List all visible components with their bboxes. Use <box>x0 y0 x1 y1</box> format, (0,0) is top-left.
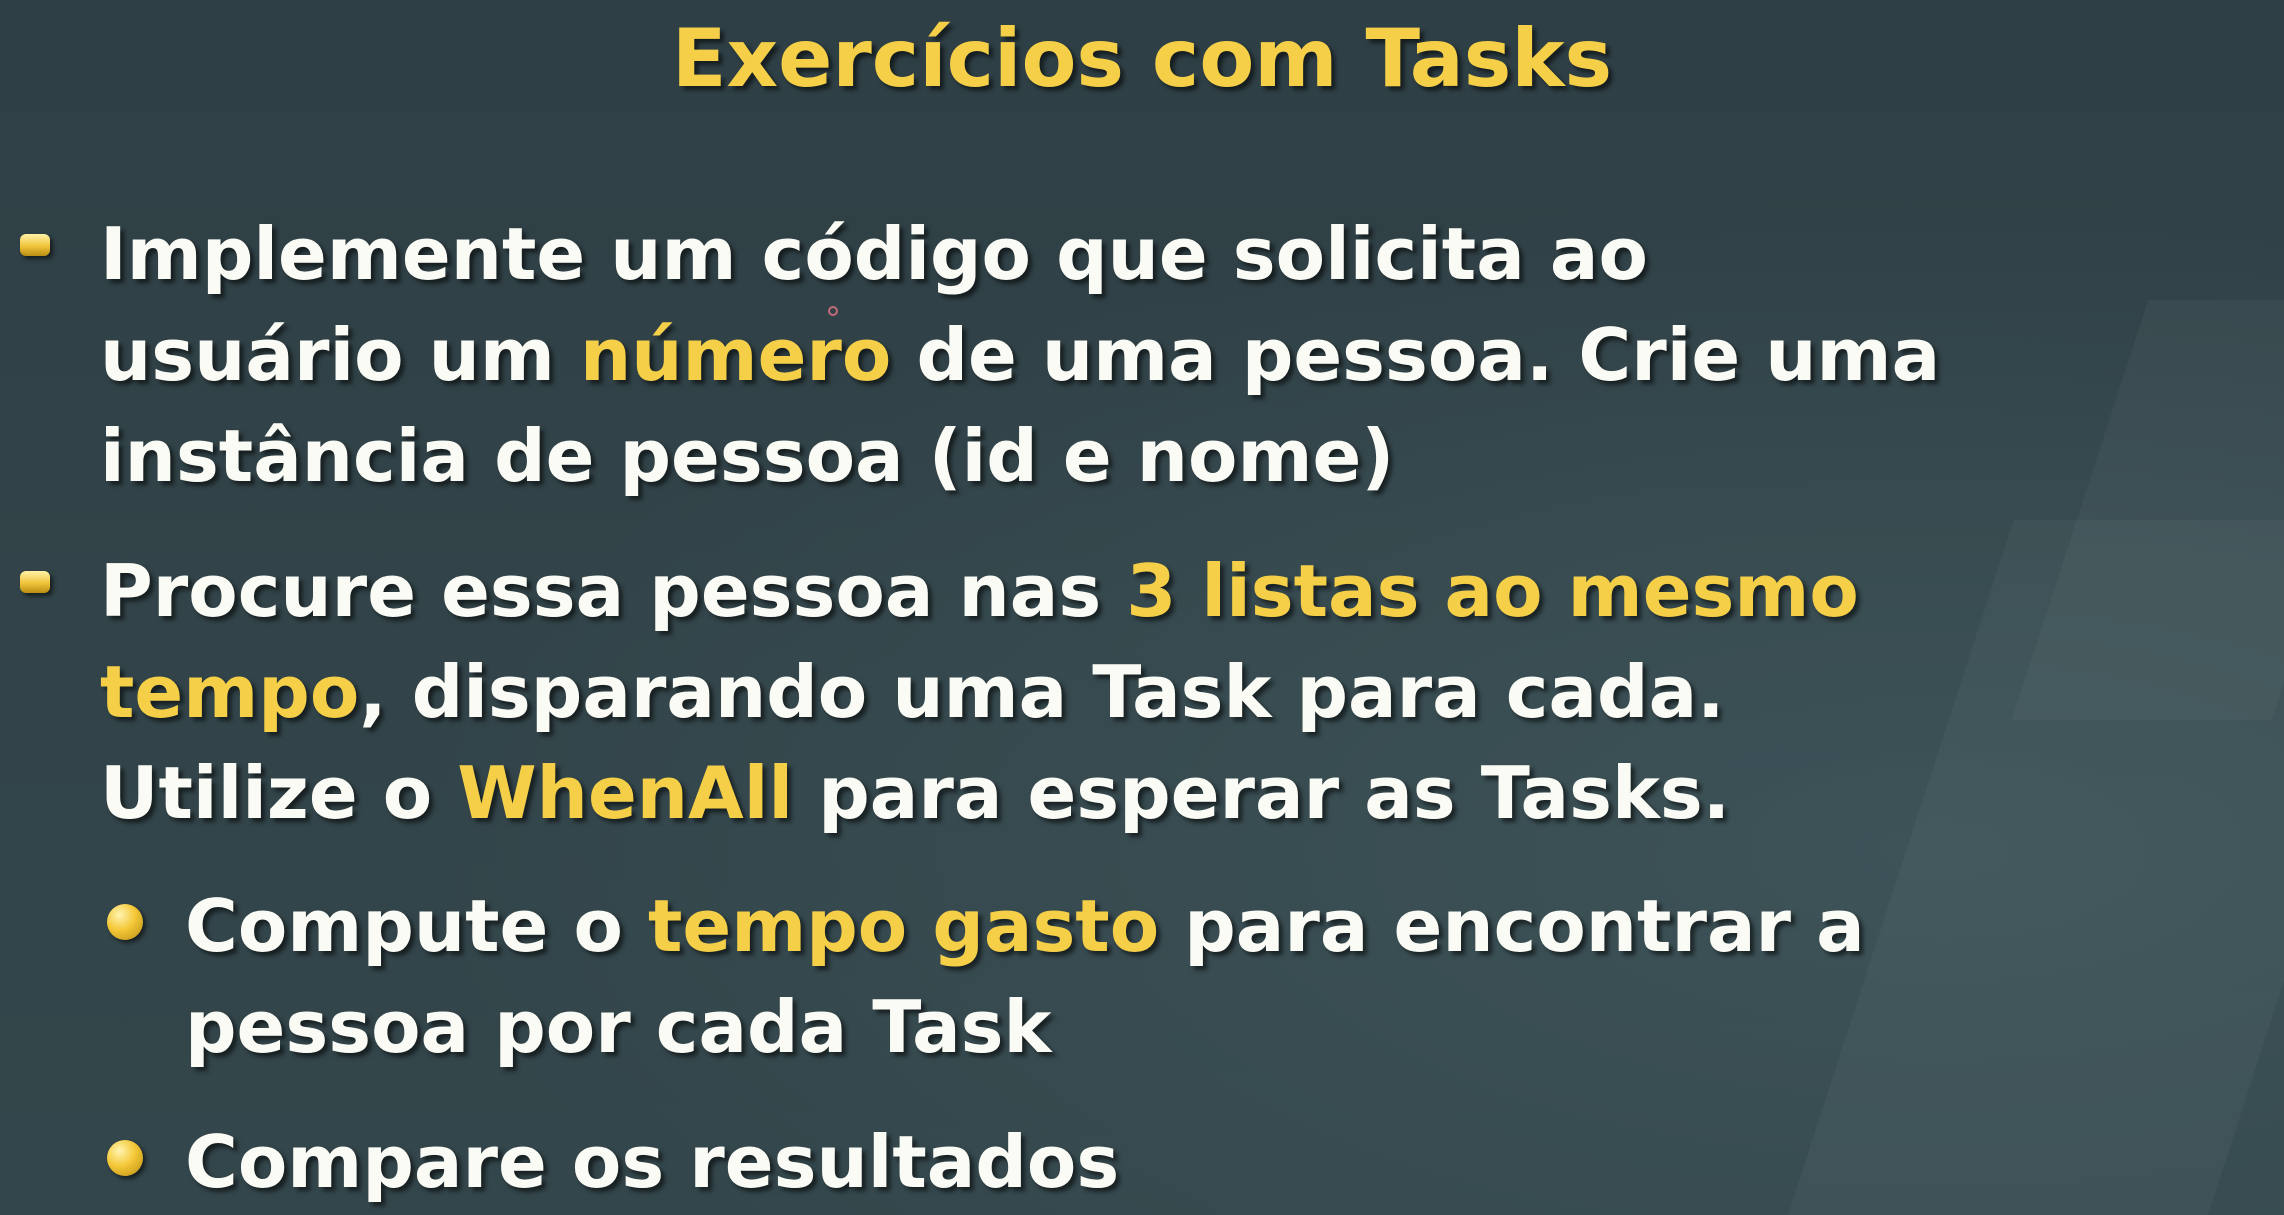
bullet-text: usuário um <box>100 313 581 397</box>
sub-bullet-1-line-1 <box>185 876 1865 977</box>
highlighted-text: 3 listas ao mesmo <box>1126 549 1859 633</box>
bullet-text: instância de pessoa (id e nome) <box>100 414 1395 498</box>
bullet-text: , disparando uma Task para cada. <box>359 650 1725 734</box>
round-bullet-icon <box>107 1140 143 1176</box>
square-bullet-icon <box>20 234 50 256</box>
bullet-text: Implemente um código que solicita ao <box>100 212 1648 296</box>
sub-bullet-item-1 <box>185 876 1865 1078</box>
bullet-2-line-1 <box>100 541 1859 642</box>
bullet-text: para esperar as Tasks. <box>793 751 1731 835</box>
bullet-text: Procure essa pessoa nas <box>100 549 1127 633</box>
bullet-text: para encontrar a <box>1159 884 1865 968</box>
sub-bullet-item-2 <box>185 1112 1119 1213</box>
bullet-1-line-2 <box>100 305 1940 406</box>
bullet-text: Compare os resultados <box>185 1120 1120 1204</box>
bullet-item-1 <box>100 204 1940 507</box>
highlighted-text: WhenAll <box>457 751 794 835</box>
background-shape <box>2012 300 2284 720</box>
bullet-2-line-2 <box>100 642 1859 743</box>
bullet-1-line-3 <box>100 406 1940 507</box>
highlighted-text: tempo <box>100 650 360 734</box>
round-bullet-icon <box>107 904 143 940</box>
slide-title: Exercícios com Tasks <box>671 12 1613 105</box>
sub-bullet-2-line-1 <box>185 1112 1119 1213</box>
bullet-item-2 <box>100 541 1859 844</box>
bullet-text: Utilize o <box>100 751 458 835</box>
bullet-text: pessoa por cada Task <box>185 985 1052 1069</box>
square-bullet-icon <box>20 571 50 593</box>
bullet-2-line-3 <box>100 743 1859 844</box>
bullet-1-line-1 <box>100 204 1940 305</box>
highlighted-text: número <box>580 313 892 397</box>
mouse-cursor-icon <box>828 306 838 316</box>
sub-bullet-1-line-2 <box>185 977 1865 1078</box>
bullet-text: Compute o <box>185 884 648 968</box>
bullet-text: de uma pessoa. Crie uma <box>891 313 1941 397</box>
highlighted-text: tempo gasto <box>647 884 1160 968</box>
